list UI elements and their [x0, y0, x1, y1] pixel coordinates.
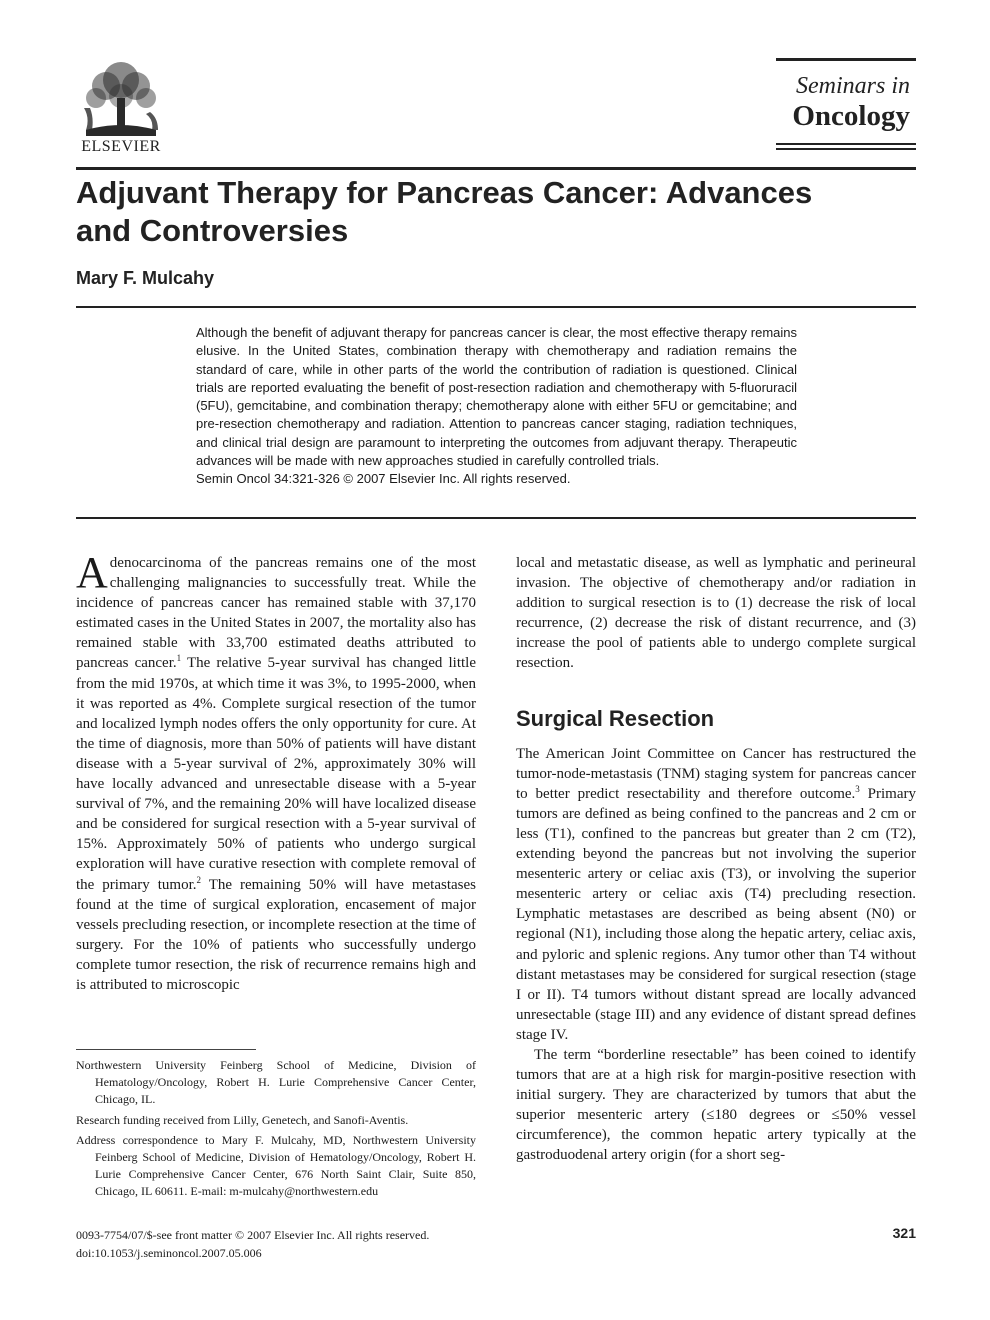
- section-heading: Surgical Resection: [516, 705, 715, 731]
- journal-name-line2: Oncology: [792, 100, 910, 132]
- masthead-rule: [776, 148, 916, 150]
- intro-text-1: denocarcinoma of the pancreas remains one of the most challenging malignancies to successfully treat. While the incidence of pancreas cancer has remained stable with 37,170 estimated cases in the United States in 2007, the mortality also has remained stable with 33,700 estimated deaths attributed to pancreas cancer.: [76, 555, 476, 672]
- doi-line[interactable]: doi:10.1053/j.seminoncol.2007.05.006: [76, 1245, 262, 1260]
- footnote-divider: [76, 1049, 256, 1050]
- footnote-correspondence: Address correspondence to Mary F. Mulcahy, MD, Northwestern University Feinberg School of Medicine, Division of Hematology/Oncology, Robert H. Lurie Comprehensive Cancer Center, 676 North Saint Clair, Suite 850, Chicago, IL 60611. E-mail: m-mulcahy@northwestern.edu: [76, 1132, 476, 1199]
- objective-paragraph: local and metastatic disease, as well as lymphatic and perineural invasion. The objective of chemotherapy and/or radiation in addition to surgical resection is to (1) decrease the risk of local recurrence, (2) decrease the risk of distant recurrence, and (3) increase the pool of patients able to undergo complete surgical resection.: [516, 555, 916, 672]
- abstract-divider-bottom: [76, 517, 916, 519]
- abstract-text: Although the benefit of adjuvant therapy for pancreas cancer is clear, the most effective therapy remains elusive. In the United States, combination therapy with chemotherapy and radiation remains the standard of care, while in other parts of the world the contribution of radiation is questioned. Clinical trials are reported evaluating the benefit of post-resection radiation and chemotherapy with 5-fluoruracil (5FU), gemcitabine, and combination therapy; chemotherapy alone with either 5FU or gemcitabine; and pre-resection chemotherapy and radiation. Attention to pancreas cancer staging, radiation techniques, and clinical trial design are paramount to interpreting the outcomes from adjuvant therapy. Therapeutic advances will be made with new approaches studied in carefully controlled trials.: [196, 325, 797, 469]
- copyright-line: 0093-7754/07/$-see front matter © 2007 Elsevier Inc. All rights reserved.: [76, 1228, 430, 1242]
- abstract: [196, 324, 797, 489]
- page-number: 321: [892, 1225, 916, 1241]
- masthead-rule: [776, 58, 916, 61]
- intro-text-3: The remaining 50% will have metastases found at the time of surgical exploration, encasement of major vessels precluding resection, or incomplete resection at the time of surgery. For the 10% of patients who successfully undergo complete tumor resection, the risk of recurrence remains high and is attributed to microscopic: [76, 876, 477, 993]
- masthead-rule: [776, 143, 916, 145]
- surgical-text-1b: Primary tumors are defined as being confined to the pancreas and 2 cm or less (T1), confined to the pancreas but greater than 2 cm (T2), extending beyond the pancreas but not involving the superior mesenteric artery or celiac axis (T3), or involving the superior mesenteric artery or celiac axis (T4) precluding resection. Lymphatic metastases are described as being absent (N0) or regional (N1), including those along the hepatic artery, celiac axis, and pyloric and splenic regions. Any tumor other than T4 without distant metastases may be considered for surgical resection (stage I or II). T4 tumors without distant spread are locally advanced unresectable (stage III) and any evidence of distant spread defines stage IV.: [516, 785, 916, 1043]
- surgical-paragraph-2: The term “borderline resectable” has been coined to identify tumors that are at a high risk for margin-positive resection with initial surgery. They are characterized by tumors that abut the superior mesenteric artery (≤180 degrees or ≤50% vessel circumference), the common hepatic artery typically at the gastroduodenal artery origin (for a short seg-: [516, 1046, 916, 1164]
- footnote-funding: Research funding received from Lilly, Genetech, and Sanofi-Aventis.: [76, 1112, 409, 1127]
- journal-name-line1: Seminars in: [796, 73, 910, 99]
- surgical-paragraph-1: [516, 744, 916, 1045]
- body-column-left: [76, 548, 477, 995]
- surgical-text-1a: The American Joint Committee on Cancer has restructured the tumor-node-metastasis (TNM) staging system for pancreas cancer to better predict resectability and therefore outcome.: [516, 745, 916, 802]
- intro-paragraph: [76, 548, 477, 995]
- abstract-divider-top: [76, 306, 916, 308]
- bottom-matter: [76, 1227, 429, 1262]
- publisher-name: ELSEVIER: [81, 138, 161, 155]
- article-title: Adjuvant Therapy for Pancreas Cancer: Advances and Controversies: [76, 175, 813, 248]
- publisher-logo: [76, 58, 166, 158]
- reference-2[interactable]: 2: [196, 874, 202, 885]
- abstract-citation: Semin Oncol 34:321-326 © 2007 Elsevier Inc. All rights reserved.: [196, 471, 571, 487]
- footnote-affiliation: Northwestern University Feinberg School of Medicine, Division of Hematology/Oncology, Robert H. Lurie Comprehensive Cancer Center, Chicago, IL.: [76, 1058, 476, 1107]
- article-author: Mary F. Mulcahy: [76, 268, 215, 288]
- body-column-right: [516, 553, 916, 1166]
- header-divider: [76, 167, 916, 170]
- reference-3[interactable]: 3: [855, 783, 860, 794]
- intro-text-2: The relative 5-year survival has changed little from the mid 1970s, at which time it was 3%, to 1995-2000, when it was reported as 4%. Complete surgical resection of the tumor and localized lymph nodes offers the only opportunity for cure. At the time of diagnosis, more than 50% of patients will have distant disease with a 5-year survival of 2%, approximately 30% will have locally advanced and unresectable disease with a 5-year survival of 7%, and the remaining 20% will have localized disease and be considered for surgical resection with a 5-year survival of 15%. Approximately 50% of patients who undergo surgical exploration will have curative resection with complete removal of the primary tumor.: [76, 655, 476, 893]
- elsevier-tree-icon: [76, 58, 166, 140]
- footnotes: [76, 1057, 476, 1204]
- drop-cap: A: [76, 548, 108, 597]
- reference-1[interactable]: 1: [176, 653, 182, 664]
- journal-masthead: [776, 58, 916, 150]
